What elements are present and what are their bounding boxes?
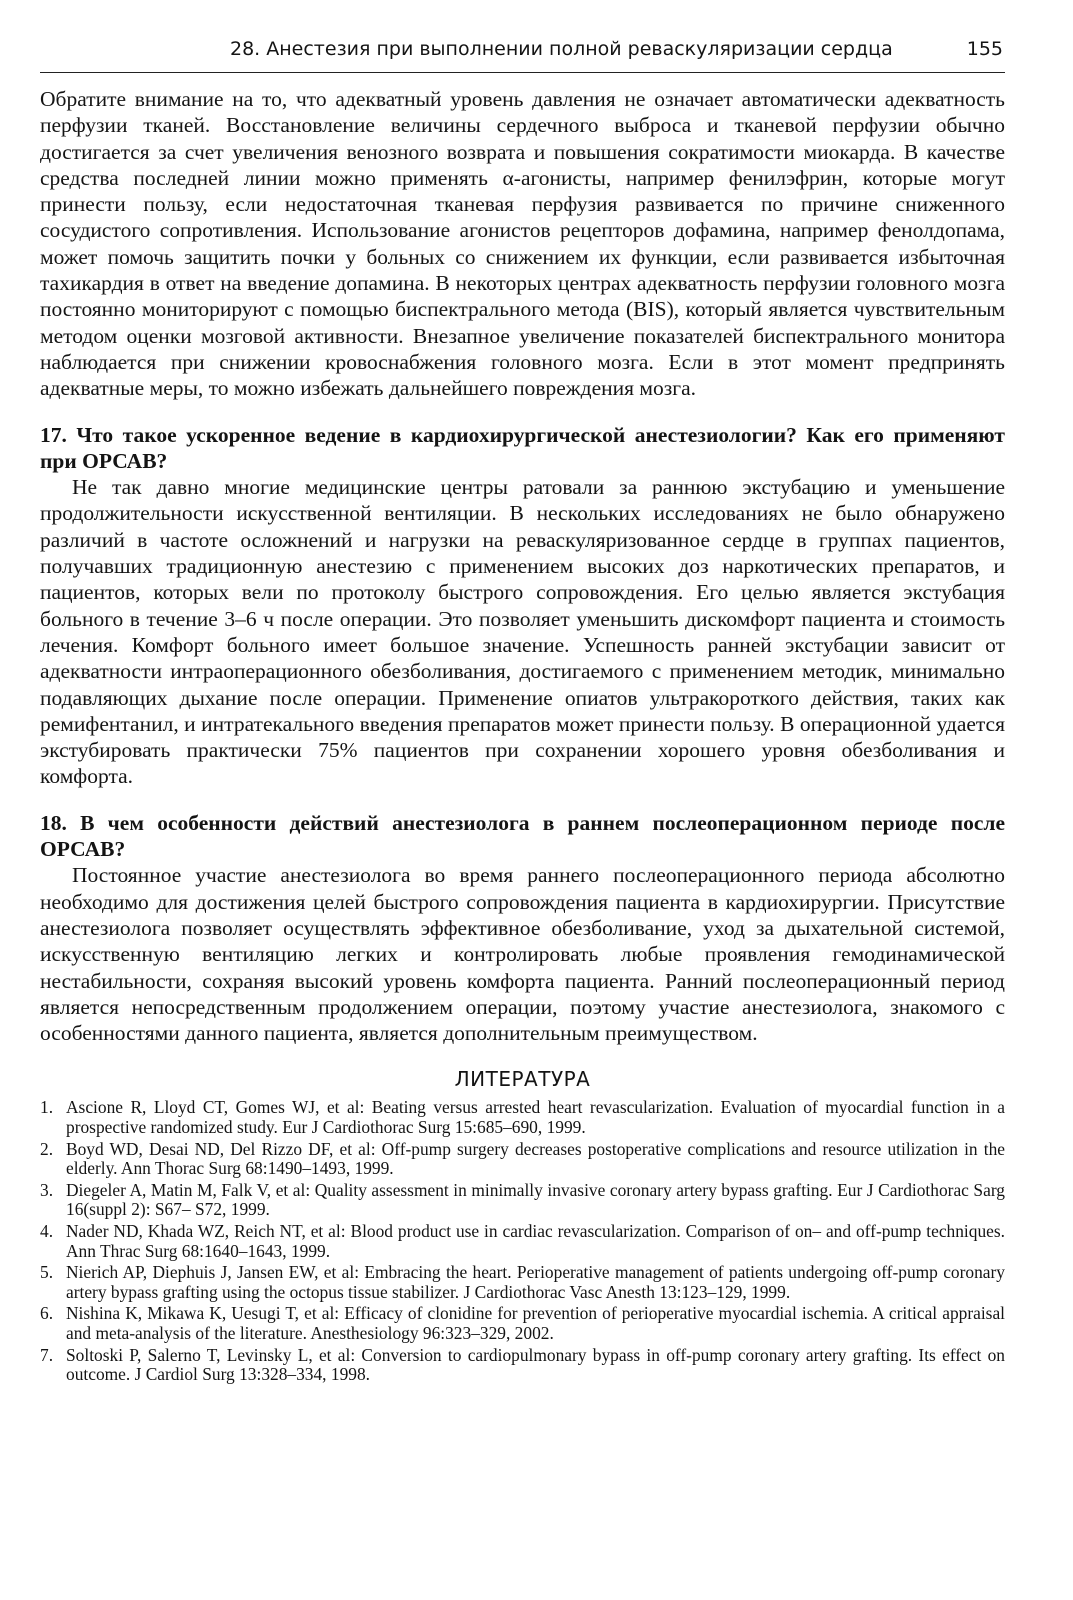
reference-item xyxy=(40,1222,1005,1261)
document-page xyxy=(40,30,1005,1387)
reference-number: 3. xyxy=(40,1179,54,1200)
section-18 xyxy=(40,810,1005,1047)
references-list xyxy=(40,1098,1005,1384)
reference-number: 4. xyxy=(40,1220,54,1241)
reference-text: Boyd WD, Desai ND, Del Rizzo DF, et al: Off-pump surgery decreases postoperative complications and resource utilization in the elderly. Ann Thorac Surg 68:1490–1493, 1999. xyxy=(66,1138,1005,1179)
reference-number: 7. xyxy=(40,1344,54,1365)
page-number: 155 xyxy=(966,38,1003,60)
reference-item xyxy=(40,1263,1005,1302)
references-heading: ЛИТЕРАТУРА xyxy=(454,1067,591,1092)
reference-text: Soltoski P, Salerno T, Levinsky L, et al: Conversion to cardiopulmonary bypass in off-pump coronary artery grafting. Its effect on outcome. J Cardiol Surg 13:328–334, 1998. xyxy=(66,1344,1005,1385)
chapter-title: 28. Анестезия при выполнении полной реваскуляризации сердца xyxy=(230,38,893,60)
reference-text: Nishina K, Mikawa K, Uesugi T, et al: Efficacy of clonidine for prevention of perioperative myocardial ischemia. A critical appraisal and meta-analysis of the literature. Anesthesiology 96:323–329, 2002. xyxy=(66,1303,1005,1343)
reference-text: Nierich AP, Diephuis J, Jansen EW, et al: Embracing the heart. Perioperative management of patients undergoing off-pump coronary artery bypass grafting using the octopus tissue stabilizer. J Cardiothorac Vasc Anesth 13:123–129, 1999. xyxy=(66,1262,1005,1302)
reference-number: 2. xyxy=(40,1138,54,1159)
reference-item xyxy=(40,1346,1005,1385)
running-head xyxy=(40,30,1005,73)
question-heading: 17. Что такое ускоренное ведение в кардиохирургической анестезиологии? Как его применяют при ОРСАВ? xyxy=(40,422,1005,473)
reference-item xyxy=(40,1304,1005,1343)
answer-paragraph: Постоянное участие анестезиолога во время раннего послеоперационного периода абсолютно необходимо для достижения целей быстрого сопровождения пациента в кардиохирургии. Присутствие анестезиолога позволяет осуществлять эффективное обезболивание, уход за дыхательной системой, искусственную вентиляцию легких и контролировать любые проявления гемодинамической нестабильности, сохраняя высокий уровень комфорта пациента. Ранний послеоперационный период является непосредственным продолжением операции, поэтому участие анестезиолога, знакомого с особенностями данного пациента, является дополнительным преимуществом. xyxy=(40,863,1005,1046)
reference-number: 5. xyxy=(40,1262,54,1283)
reference-item xyxy=(40,1181,1005,1220)
reference-number: 1. xyxy=(40,1097,54,1118)
reference-item xyxy=(40,1098,1005,1137)
reference-text: Ascione R, Lloyd CT, Gomes WJ, et al: Beating versus arrested heart revascularization. Evaluation of myocardial function in a prospective randomized study. Eur J Cardiothorac Surg 15:685–690, 1999. xyxy=(66,1097,1005,1137)
reference-text: Nader ND, Khada WZ, Reich NT, et al: Blood product use in cardiac revascularization. Comparison of on– and off-pump techniques. Ann Thrac Surg 68:1640–1643, 1999. xyxy=(66,1220,1005,1261)
section-17 xyxy=(40,422,1005,790)
intro-paragraph: Обратите внимание на то, что адекватный уровень давления не означает автоматически адекватность перфузии тканей. Восстановление величины сердечного выброса и тканевой перфузии обычно достигается за счет увеличения венозного возврата и повышения сократимости миокарда. В качестве средства последней линии можно применять α-агонисты, например фенилэфрин, которые могут принести пользу, если недостаточная тканевая перфузия развивается по причине сниженного сосудистого сопротивления. Использование агонистов рецепторов дофамина, например фенолдопама, может помочь защитить почки у больных со снижением их функции, если развивается избыточная тахикардия в ответ на введение допамина. В некоторых центрах адекватность перфузии головного мозга постоянно мониторируют с помощью биспектрального метода (BIS), который является чувствительным методом оценки мозговой активности. Внезапное увеличение показателей биспектрального монитора наблюдается при снижении кровоснабжения головного мозга. Если в этот момент предпринять адекватные меры, то можно избежать дальнейшего повреждения мозга. xyxy=(40,87,1005,401)
reference-number: 6. xyxy=(40,1303,54,1324)
answer-paragraph: Не так давно многие медицинские центры ратовали за раннюю экстубацию и уменьшение продолжительности искусственной вентиляции. В нескольких исследованиях не было обнаружено различий в частоте осложнений и нагрузки на реваскуляризованное сердце в группах пациентов, получавших традиционную анестезию с применением высоких доз наркотических препаратов, и пациентов, которых вели по протоколу быстрого сопровождения. Его целью является экстубация больного в течение 3–6 ч после операции. Это позволяет уменьшить дискомфорт пациента и стоимость лечения. Комфорт больного имеет большое значение. Успешность ранней экстубации зависит от адекватности интраоперационного обезболивания, достигаемого с применением методик, минимально подавляющих дыхание после операции. Применение опиатов ультракороткого действия, таких как ремифентанил, и интратекального введения препаратов может принести пользу. В операционной удается экстубировать практически 75% пациентов при сохранении хорошего уровня обезболивания и комфорта. xyxy=(40,475,1005,789)
question-heading: 18. В чем особенности действий анестезиолога в раннем послеоперационном периоде после ОРСАВ? xyxy=(40,810,1005,862)
reference-text: Diegeler A, Matin M, Falk V, et al: Quality assessment in minimally invasive coronary artery bypass grafting. Eur J Cardiothorac Sarg 16(suppl 2): S67– S72, 1999. xyxy=(66,1179,1005,1220)
reference-item xyxy=(40,1140,1005,1179)
